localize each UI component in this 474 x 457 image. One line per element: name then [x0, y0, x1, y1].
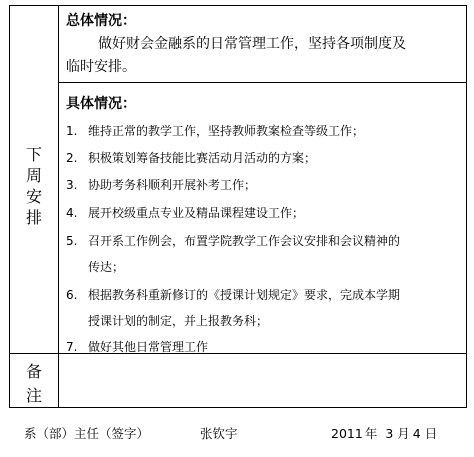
- year-char: 年: [364, 426, 378, 441]
- remarks-chars: 备 注: [25, 362, 42, 405]
- item-number: 3.: [66, 178, 78, 192]
- month-char: 月: [397, 426, 410, 441]
- item-text: 维持正常的教学工作，坚持教师教案检查等级工作；: [88, 124, 365, 138]
- item-continuation: 授课计划的制定，并上报教务科；: [88, 314, 269, 328]
- item-text: 召开系工作例会，布置学院教学工作会议安排和会议精神的: [88, 234, 401, 248]
- item-continuation: 传达；: [88, 260, 125, 274]
- item-text: 协助考务科顺利开展补考工作；: [88, 178, 257, 192]
- next-week-label: [24, 144, 44, 228]
- date-year: 2011: [331, 426, 363, 441]
- item-number: 7.: [66, 340, 78, 354]
- item-number: 1.: [66, 124, 78, 138]
- item-number: 4.: [66, 206, 78, 220]
- list-item: [66, 176, 256, 193]
- date-day: 4: [412, 426, 421, 441]
- overview-heading: 总体情况：: [66, 13, 136, 29]
- item-number: 2.: [66, 151, 78, 165]
- dept-head-signature-label: 系（部）主任（签字）: [24, 426, 150, 441]
- item-text: 展开校级重点专业及精品课程建设工作；: [88, 206, 305, 220]
- remarks-label: [24, 360, 44, 408]
- item-number: 6.: [66, 288, 78, 302]
- date-month: 3: [385, 426, 394, 441]
- item-text: 积极策划筹备技能比赛活动月活动的方案；: [88, 151, 317, 165]
- item-number: 5.: [66, 234, 78, 248]
- list-item: [66, 204, 304, 221]
- item-text: 根据教务科重新修订的《授课计划规定》要求，完成本学期: [88, 288, 401, 302]
- next-week-char-1: 下 周 安 排: [25, 145, 42, 227]
- details-heading: 具体情况：: [66, 96, 136, 112]
- overview-divider: [58, 82, 467, 83]
- list-item: [66, 232, 400, 249]
- signature-date: [331, 424, 437, 442]
- list-item: [66, 122, 364, 139]
- item-text: 做好其他日常管理工作: [88, 340, 209, 354]
- side-column-divider: [58, 5, 59, 408]
- list-item: [66, 286, 400, 303]
- list-item: [66, 338, 208, 355]
- overview-line-2: 临时安排。: [66, 59, 136, 75]
- list-item: [66, 149, 316, 166]
- day-char: 日: [424, 426, 438, 441]
- overview-line-1: 做好财会金融系的日常管理工作，坚持各项制度及: [98, 36, 406, 52]
- signature-name: 张钦宇: [200, 426, 238, 441]
